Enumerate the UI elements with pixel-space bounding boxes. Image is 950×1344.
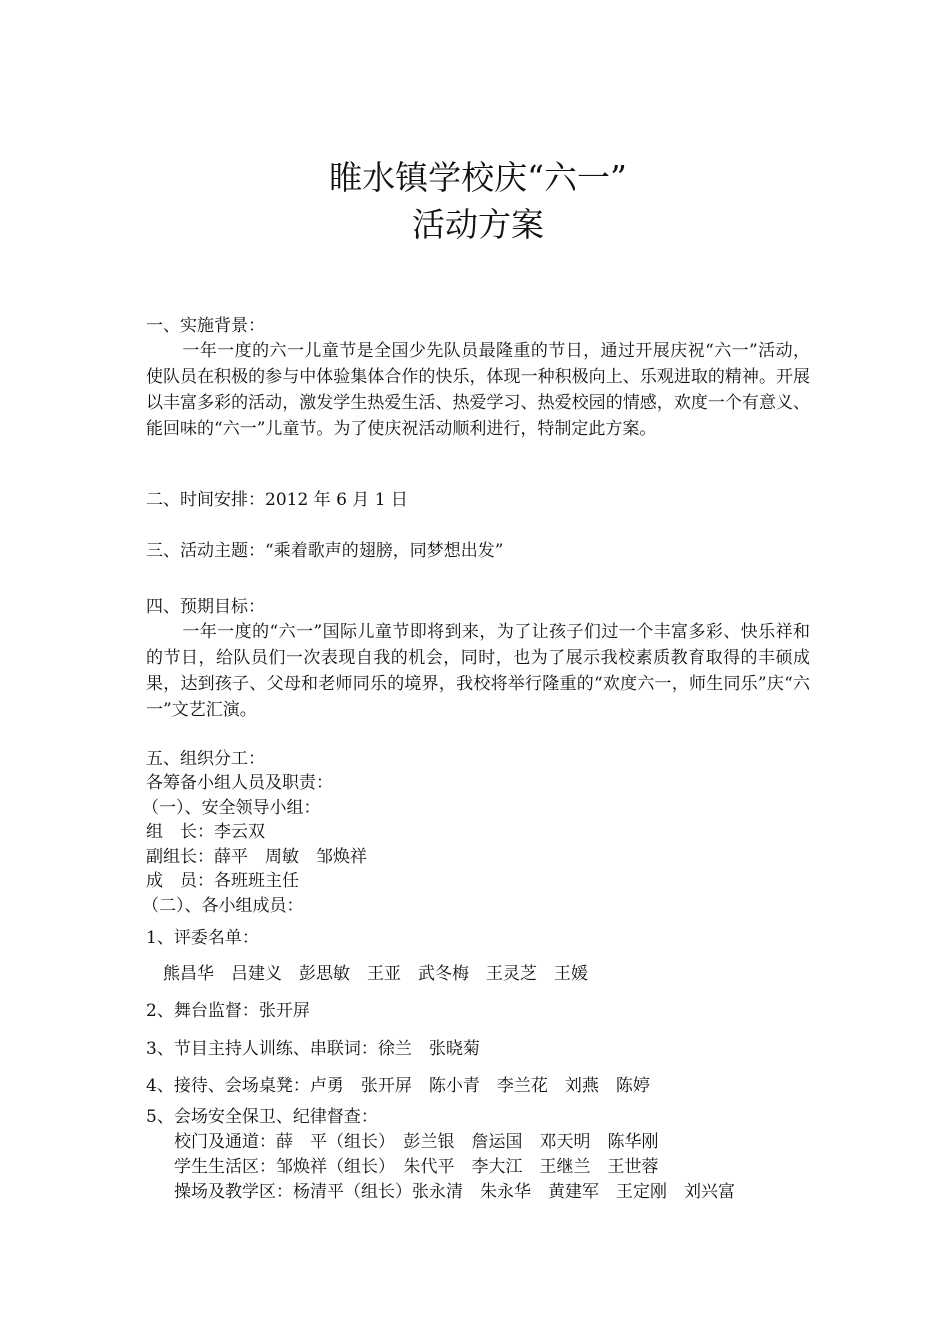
group2-heading: （二）、各小组成员： [142, 896, 304, 916]
item2-stage-supervisor: 2、舞台监督：张开屏 [146, 1001, 310, 1021]
item5-dorm-team: 学生生活区：邹焕祥（组长） 朱代平 李大江 王继兰 王世蓉 [174, 1157, 659, 1177]
section5-heading: 五、组织分工： [146, 749, 265, 769]
item4-reception: 4、接待、会场桌凳：卢勇 张开屏 陈小青 李兰花 刘燕 陈婷 [146, 1076, 650, 1096]
group1-members: 成 员：各班班主任 [146, 871, 299, 891]
item1-judges-label: 1、评委名单： [146, 928, 259, 948]
section1-body-text: 一年一度的六一儿童节是全国少先队员最隆重的节日，通过开展庆祝“六一”活动，使队员在积极的参与中体验集体合作的快乐，体现一种积极向上、乐观进取的精神。开展以丰富多彩的活动，激发学生热爱生活、热爱学习、热爱校园的情感，欢度一个有意义、能回味的“六一”儿童节。为了使庆祝活动顺利进行，特制定此方案。 [146, 341, 810, 439]
document-title-line2: 活动方案 [412, 205, 544, 244]
document-title-line1: 睢水镇学校庆“六一” [329, 158, 627, 197]
item5-gate-team: 校门及通道：薛 平（组长） 彭兰银 詹运国 邓天明 陈华刚 [174, 1132, 659, 1152]
item5-field-team: 操场及教学区：杨清平（组长）张永清 朱永华 黄建军 王定刚 刘兴富 [174, 1182, 735, 1202]
section1-heading: 一、实施背景： [146, 316, 265, 336]
section4-heading: 四、预期目标： [146, 597, 265, 617]
section3-theme: 三、活动主题：“乘着歌声的翅膀，同梦想出发” [146, 541, 504, 561]
item1-judges-names: 熊昌华 吕建义 彭思敏 王亚 武冬梅 王灵芝 王媛 [163, 964, 588, 984]
section5-subheading: 各筹备小组人员及职责： [146, 773, 333, 793]
section1-body [146, 338, 810, 442]
section4-body-text: 一年一度的“六一”国际儿童节即将到来，为了让孩子们过一个丰富多彩、快乐祥和的节日，给队员们一次表现自我的机会，同时，也为了展示我校素质教育取得的丰硕成果，达到孩子、父母和老师同乐的境界，我校将举行隆重的“欢度六一，师生同乐”庆“六一”文艺汇演。 [146, 622, 810, 720]
section2-time: 二、时间安排：2012 年 6 月 1 日 [146, 490, 408, 510]
item3-host-training: 3、节目主持人训练、串联词：徐兰 张晓菊 [146, 1039, 480, 1059]
group1-heading: （一）、安全领导小组： [142, 798, 321, 818]
section4-body [146, 619, 810, 723]
group1-leader: 组 长：李云双 [146, 822, 265, 842]
group1-vice-leaders: 副组长：薛平 周敏 邹焕祥 [146, 847, 367, 867]
item5-security-label: 5、会场安全保卫、纪律督查： [146, 1107, 378, 1127]
